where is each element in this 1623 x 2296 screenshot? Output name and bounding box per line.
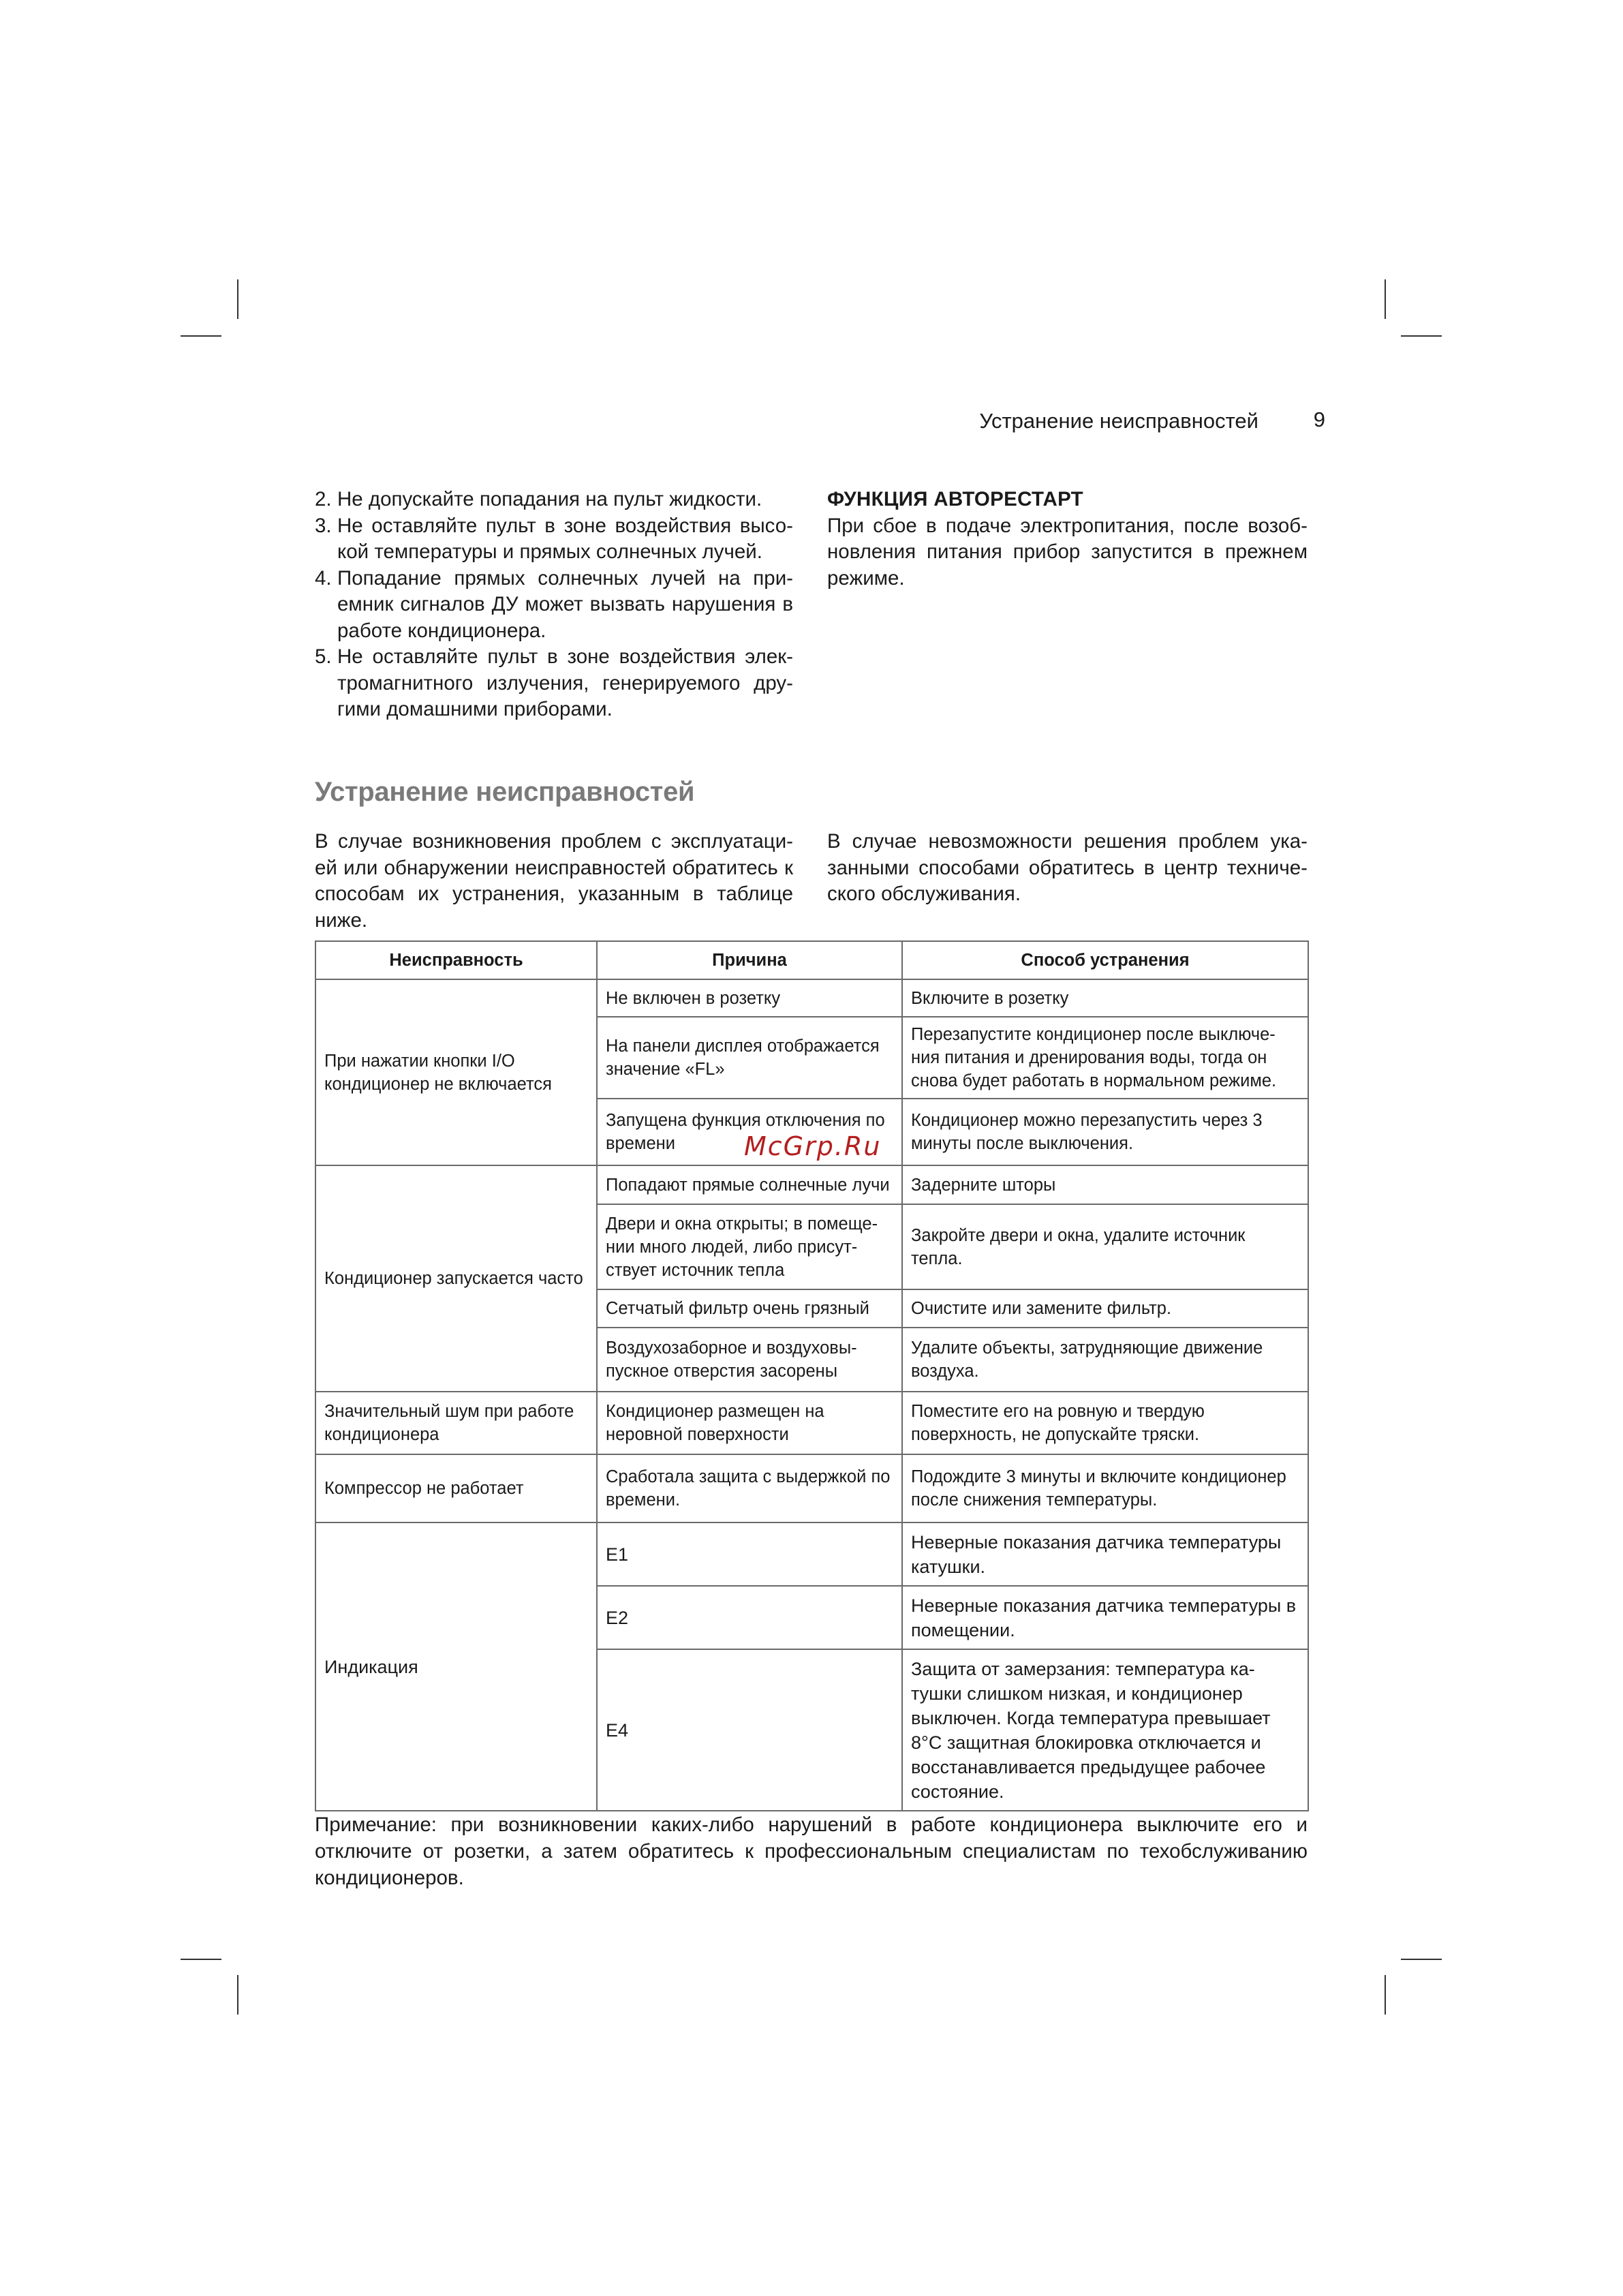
remote-care-list xyxy=(315,487,793,723)
table-header-row xyxy=(315,941,1308,979)
cause-cell: Воздухозаборное и воздуховы-пускное отверстия засорены xyxy=(597,1328,902,1392)
page-number: 9 xyxy=(1313,408,1325,431)
table-row xyxy=(315,1392,1308,1454)
cause-cell: Сработала защита с выдержкой по времени. xyxy=(597,1454,902,1522)
fault-cell: Компрессор не работает xyxy=(315,1454,597,1522)
crop-mark xyxy=(181,335,221,337)
remedy-cell: Кондиционер можно перезапустить через 3 минуты после выключения. xyxy=(902,1099,1308,1165)
list-item: 5. Не оставляйте пульт в зоне воздействия элек-тромагнитного излучения, генерируемого дру-гими домашними приборами. xyxy=(315,645,793,720)
table-row xyxy=(315,1165,1308,1204)
fault-cell: Кондиционер запускается часто xyxy=(315,1165,597,1392)
cause-cell: Запущена функция отключения по времени xyxy=(597,1099,902,1165)
remedy-cell: Подождите 3 минуты и включите кондиционер после снижения температуры. xyxy=(902,1454,1308,1522)
crop-mark xyxy=(237,1975,238,2015)
list-item: 2. Не допускайте попадания на пульт жидкости. xyxy=(315,488,762,510)
intro-left-text: В случае возникновения проблем с эксплуатаци-ей или обнаружении неисправностей обратитесь к способам их устранения, указанным в таблице ниже. xyxy=(315,830,793,932)
intro-right-text: В случае невозможности решения проблем ука-занными способами обратитесь в центр техниче-ского обслуживания. xyxy=(827,830,1308,905)
cause-cell: Сетчатый фильтр очень грязный xyxy=(597,1289,902,1328)
fault-cell: Индикация xyxy=(315,1522,597,1811)
cause-cell: Двери и окна открыты; в помеще-нии много людей, либо присут-ствует источник тепла xyxy=(597,1204,902,1289)
table-row xyxy=(315,979,1308,1017)
table-row xyxy=(315,1522,1308,1586)
cause-cell: Не включен в розетку xyxy=(597,979,902,1017)
cause-cell: Кондиционер размещен на неровной поверхности xyxy=(597,1392,902,1454)
remedy-cell: Закройте двери и окна, удалите источник тепла. xyxy=(902,1204,1308,1289)
column-header-remedy: Способ устранения xyxy=(902,941,1308,979)
cause-cell: Попадают прямые солнечные лучи xyxy=(597,1165,902,1204)
cause-cell: На панели дисплея отображается значение «FL» xyxy=(597,1017,902,1099)
table-row xyxy=(315,1454,1308,1522)
remedy-cell: Перезапустите кондиционер после выключе-ния питания и дренирования воды, тогда он снова будет работать в нормальном режиме. xyxy=(902,1017,1308,1099)
crop-mark xyxy=(1401,1959,1442,1960)
autorestart-heading: ФУНКЦИЯ АВТОРЕСТАРТ xyxy=(827,488,1083,510)
remedy-cell: Поместите его на ровную и твердую поверхность, не допускайте тряски. xyxy=(902,1392,1308,1454)
running-header-title: Устранение неисправностей xyxy=(979,409,1258,433)
cause-cell: E1 xyxy=(597,1522,902,1586)
column-header-cause: Причина xyxy=(597,941,902,979)
remedy-cell: Неверные показания датчика температуры в помещении. xyxy=(902,1586,1308,1649)
crop-mark xyxy=(181,1959,221,1960)
crop-mark xyxy=(1401,335,1442,337)
fault-cell: При нажатии кнопки I/O кондиционер не включается xyxy=(315,979,597,1165)
list-item: 4. Попадание прямых солнечных лучей на при-емник сигналов ДУ может вызвать нарушения в работе кондиционера. xyxy=(315,566,793,642)
footnote: Примечание: при возникновении каких-либо нарушений в работе кондиционера выключите его и отключите от розетки, а затем обратитесь к профессиональным специалистам по техобслуживанию кондиционеров. xyxy=(315,1813,1308,1889)
remedy-cell: Задерните шторы xyxy=(902,1165,1308,1204)
section-title: Устранение неисправностей xyxy=(315,777,695,807)
autorestart-text: При сбое в подаче электропитания, после возоб-новления питания прибор запустится в прежнем режиме. xyxy=(827,514,1308,590)
remedy-cell: Включите в розетку xyxy=(902,979,1308,1017)
remedy-cell: Неверные показания датчика температуры катушки. xyxy=(902,1522,1308,1586)
cause-cell: E2 xyxy=(597,1586,902,1649)
watermark: McGrp.Ru xyxy=(744,1131,882,1161)
list-item: 3. Не оставляйте пульт в зоне воздействия высо-кой температуры и прямых солнечных лучей. xyxy=(315,514,793,563)
crop-mark xyxy=(237,279,238,319)
crop-mark xyxy=(1385,1975,1386,2015)
autorestart-section xyxy=(827,487,1308,592)
remedy-cell: Удалите объекты, затрудняющие движение воздуха. xyxy=(902,1328,1308,1392)
remedy-cell: Защита от замерзания: температура ка-тушки слишком низкая, и кондиционер выключен. Когда температура превышает 8°С защитная блокировка отключается и восстанавливается предыдущее рабочее состояние. xyxy=(902,1649,1308,1811)
troubleshooting-table xyxy=(315,940,1309,1811)
fault-cell: Значительный шум при работе кондиционера xyxy=(315,1392,597,1454)
remedy-cell: Очистите или замените фильтр. xyxy=(902,1289,1308,1328)
crop-mark xyxy=(1385,279,1386,319)
column-header-fault: Неисправность xyxy=(315,941,597,979)
cause-cell: E4 xyxy=(597,1649,902,1811)
